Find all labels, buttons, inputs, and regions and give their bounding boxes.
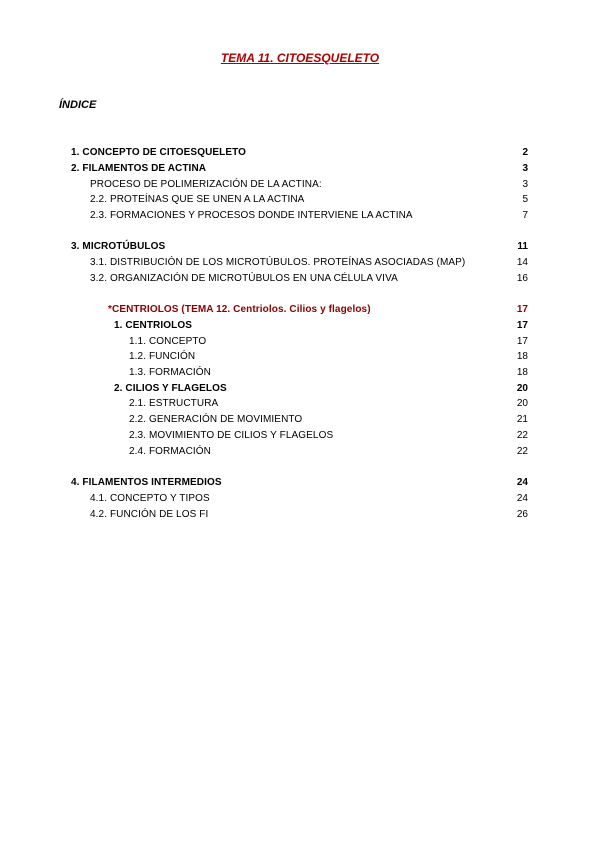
toc-entry-page: 5 xyxy=(522,194,528,205)
toc-entry[interactable] xyxy=(114,319,528,333)
toc-entry-label: 1. CENTRIOLOS xyxy=(114,320,192,331)
toc-entry[interactable] xyxy=(108,303,528,317)
toc-entry-page: 17 xyxy=(516,304,528,315)
toc-entry-page: 18 xyxy=(516,367,528,378)
toc-entry-label: 2.2. PROTEÍNAS QUE SE UNEN A LA ACTINA xyxy=(90,194,305,205)
toc-entry-page: 7 xyxy=(522,210,528,221)
toc-entry-page: 16 xyxy=(516,273,528,284)
index-heading: ÍNDICE xyxy=(59,99,97,111)
toc-entry[interactable] xyxy=(90,209,528,223)
toc-entry[interactable] xyxy=(71,146,528,160)
toc-entry-page: 11 xyxy=(517,241,528,252)
toc-entry-label: PROCESO DE POLIMERIZACIÓN DE LA ACTINA: xyxy=(90,179,322,190)
toc-entry[interactable] xyxy=(71,240,528,254)
toc-entry-label: 1.2. FUNCIÓN xyxy=(129,351,196,362)
toc-entry-page: 21 xyxy=(516,414,528,425)
toc-entry-label: 1. CONCEPTO DE CITOESQUELETO xyxy=(71,147,247,158)
toc-entry-label: 4. FILAMENTOS INTERMEDIOS xyxy=(71,477,222,488)
toc-entry-label: 3.2. ORGANIZACIÓN DE MICROTÚBULOS EN UNA CÉLULA VIVA xyxy=(90,273,398,284)
toc-entry[interactable] xyxy=(90,492,528,506)
toc-entry-label: 2. CILIOS Y FLAGELOS xyxy=(114,383,227,394)
toc-entry[interactable] xyxy=(129,445,528,459)
toc-entry[interactable] xyxy=(129,366,528,380)
document-title: TEMA 11. CITOESQUELETO xyxy=(220,51,380,65)
toc-entry-page: 20 xyxy=(516,383,528,394)
toc-entry[interactable] xyxy=(90,178,528,192)
toc-entry-label: 4.1. CONCEPTO Y TIPOS xyxy=(90,493,210,504)
toc-entry-label: 2.3. MOVIMIENTO DE CILIOS Y FLAGELOS xyxy=(129,430,334,441)
toc-entry-label: 2. FILAMENTOS DE ACTINA xyxy=(71,163,207,174)
toc-entry-page: 20 xyxy=(516,398,528,409)
toc-entry-page: 24 xyxy=(516,477,528,488)
toc-entry-page: 22 xyxy=(516,446,528,457)
toc-entry-label: 3.1. DISTRIBUCIÓN DE LOS MICROTÚBULOS. PROTEÍNAS ASOCIADAS (MAP) xyxy=(90,257,466,268)
toc-entry[interactable] xyxy=(129,397,528,411)
toc-entry-page: 17 xyxy=(516,320,528,331)
toc-entry[interactable] xyxy=(114,382,528,396)
toc-entry-page: 26 xyxy=(516,509,528,520)
toc-entry[interactable] xyxy=(90,508,528,522)
toc-entry-page: 22 xyxy=(516,430,528,441)
toc-entry-page: 24 xyxy=(516,493,528,504)
toc-entry[interactable] xyxy=(129,335,528,349)
toc-entry-page: 18 xyxy=(516,351,528,362)
toc-entry-page: 17 xyxy=(516,336,528,347)
toc-entry-label: 2.4. FORMACIÓN xyxy=(129,446,211,457)
toc-entry-page: 14 xyxy=(516,257,528,268)
toc-entry[interactable] xyxy=(90,272,528,286)
toc-entry[interactable] xyxy=(71,476,528,490)
toc-entry-label: *CENTRIOLOS (TEMA 12. Centriolos. Cilios y flagelos) xyxy=(108,304,371,315)
toc-entry-label: 2.1. ESTRUCTURA xyxy=(129,398,219,409)
toc-entry[interactable] xyxy=(71,162,528,176)
toc-entry-label: 1.3. FORMACIÓN xyxy=(129,367,211,378)
toc-entry-label: 2.3. FORMACIONES Y PROCESOS DONDE INTERVIENE LA ACTINA xyxy=(90,210,413,221)
toc-entry-label: 1.1. CONCEPTO xyxy=(129,336,207,347)
toc-entry[interactable] xyxy=(129,413,528,427)
toc-entry-label: 4.2. FUNCIÓN DE LOS FI xyxy=(90,509,209,520)
toc-entry[interactable] xyxy=(129,429,528,443)
toc-entry-label: 3. MICROTÚBULOS xyxy=(71,241,166,252)
toc-entry[interactable] xyxy=(90,193,528,207)
toc-entry-page: 3 xyxy=(522,163,528,174)
toc-entry[interactable] xyxy=(90,256,528,270)
toc-entry[interactable] xyxy=(129,350,528,364)
toc-entry-page: 2 xyxy=(522,147,528,158)
toc-entry-page: 3 xyxy=(522,179,528,190)
toc-entry-label: 2.2. GENERACIÓN DE MOVIMIENTO xyxy=(129,414,303,425)
